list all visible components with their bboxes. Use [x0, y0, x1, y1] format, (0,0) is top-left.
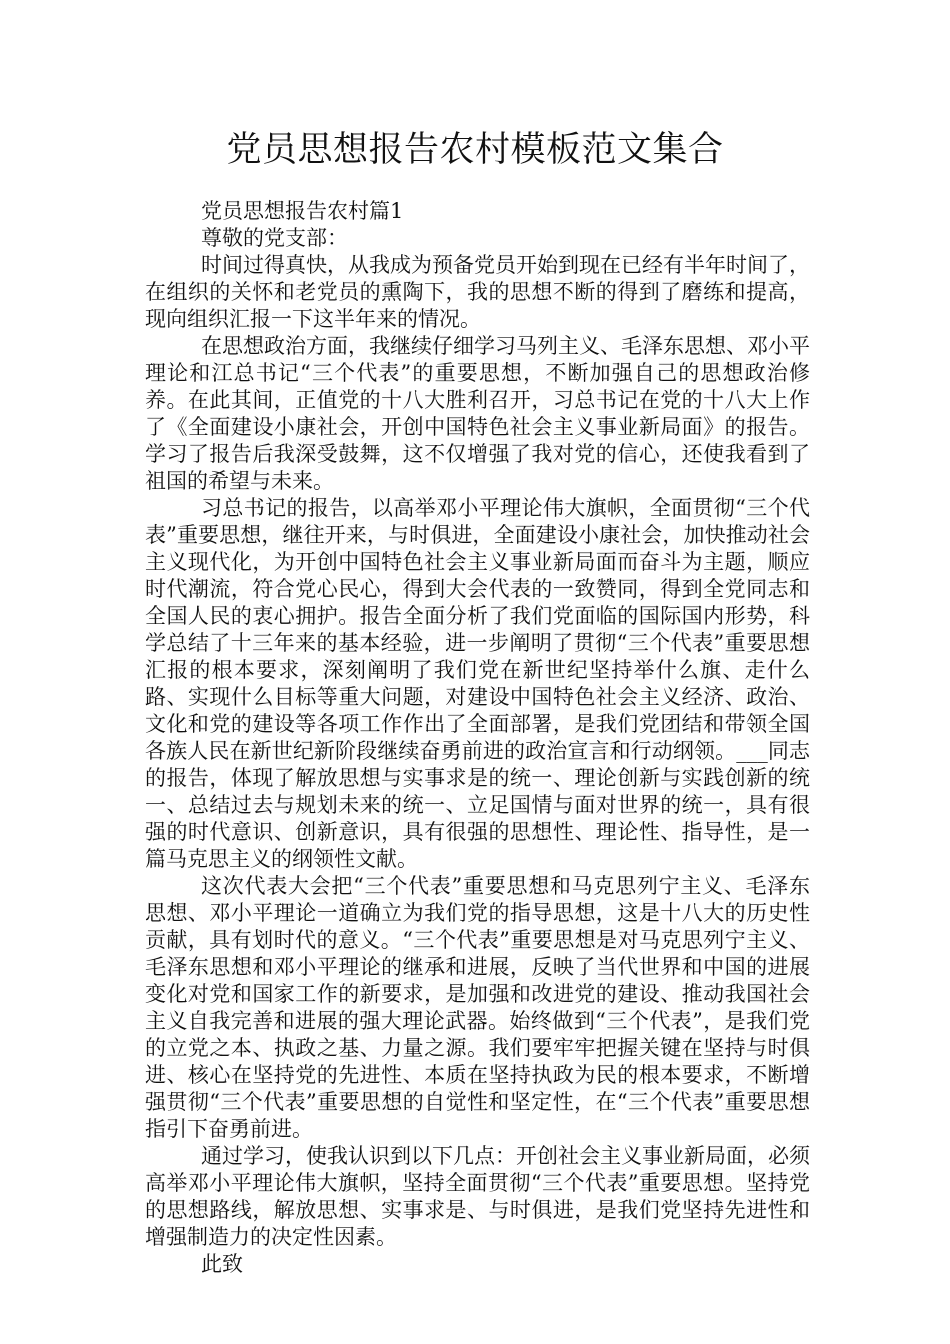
paragraph-2: 在思想政治方面，我继续仔细学习马列主义、毛泽东思想、邓小平理论和江总书记“三个代表”的重要思想，不断加强自己的思想政治修养。在此其间，正值党的十八大胜利召开，习总书记在党的十八大上作了《全面建设小康社会，开创中国特色社会主义事业新局面》的报告。学习了报告后我深受鼓舞，这不仅增强了我对党的信心，还使我看到了祖国的希望与未来。	[145, 334, 810, 493]
salutation: 尊敬的党支部：	[201, 226, 348, 250]
paragraph-4: 这次代表大会把“三个代表”重要思想和马克思列宁主义、毛泽东思想、邓小平理论一道确立为我们党的指导思想，这是十八大的历史性贡献，具有划时代的意义。“三个代表”重要思想是对马克思列宁主义、毛泽东思想和邓小平理论的继承和进展，反映了当代世界和中国的进展变化对党和国家工作的新要求，是加强和改进党的建设、推动我国社会主义自我完善和进展的强大理论武器。始终做到“三个代表”，是我们党的立党之本、执政之基、力量之源。我们要牢牢把握关键在坚持与时俱进、核心在坚持党的先进性、本质在坚持执政为民的根本要求，不断增强贯彻“三个代表”重要思想的自觉性和坚定性，在“三个代表”重要思想指引下奋勇前进。	[145, 874, 810, 1141]
document-title: 党员思想报告农村模板范文集合	[226, 130, 724, 170]
paragraph-5: 通过学习，使我认识到以下几点：开创社会主义事业新局面，必须高举邓小平理论伟大旗帜，坚持全面贯彻“三个代表”重要思想。坚持党的思想路线，解放思想、实事求是、与时俱进，是我们党坚持先进性和增强制造力的决定性因素。	[145, 1144, 810, 1249]
closing: 此致	[201, 1252, 243, 1276]
paragraph-3: 习总书记的报告，以高举邓小平理论伟大旗帜，全面贯彻“三个代表”重要思想，继往开来，与时俱进，全面建设小康社会，加快推动社会主义现代化，为开创中国特色社会主义事业新局面而奋斗为主题，顺应时代潮流，符合党心民心，得到大会代表的一致赞同，得到全党同志和全国人民的衷心拥护。报告全面分析了我们党面临的国际国内形势，科学总结了十三年来的基本经验，进一步阐明了贯彻“三个代表”重要思想汇报的根本要求，深刻阐明了我们党在新世纪坚持举什么旗、走什么路、实现什么目标等重大问题，对建设中国特色社会主义经济、政治、文化和党的建设等各项工作作出了全面部署，是我们党团结和带领全国各族人民在新世纪新阶段继续奋勇前进的政治宣言和行动纲领。___同志的报告，体现了解放思想与实事求是的统一、理论创新与实践创新的统一、总结过去与规划未来的统一、立足国情与面对世界的统一，具有很强的时代意识、创新意识，具有很强的思想性、理论性、指导性，是一篇马克思主义的纲领性文献。	[145, 496, 810, 871]
section-heading: 党员思想报告农村篇1	[201, 199, 404, 223]
document-body	[145, 198, 810, 1278]
paragraph-1: 时间过得真快，从我成为预备党员开始到现在已经有半年时间了，在组织的关怀和老党员的熏陶下，我的思想不断的得到了磨练和提高，现向组织汇报一下这半年来的情况。	[145, 253, 810, 331]
